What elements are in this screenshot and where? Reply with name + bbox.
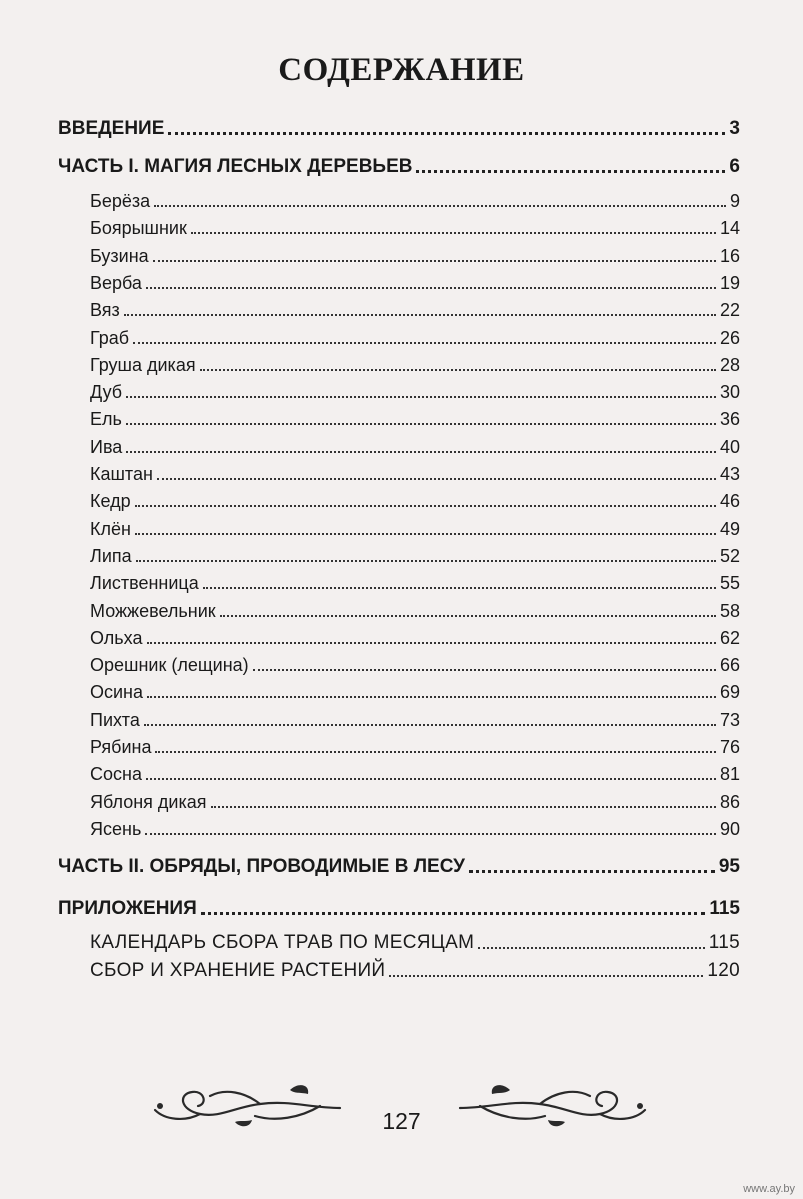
toc-page-number: 6 <box>729 156 740 177</box>
toc-label: Сосна <box>90 764 142 785</box>
toc-entry-tree <box>90 188 740 212</box>
toc-page-number: 28 <box>719 354 740 375</box>
toc-label: Осина <box>90 682 144 703</box>
dot-leader <box>136 560 716 562</box>
toc-entry-tree <box>90 625 740 649</box>
dot-leader <box>154 205 726 207</box>
toc-page-number: 22 <box>719 300 740 321</box>
toc-entry-part-1 <box>58 152 740 178</box>
toc-entry-tree <box>90 516 740 540</box>
toc-label: Вяз <box>90 300 120 321</box>
dot-leader <box>146 778 716 780</box>
toc-page-number: 36 <box>719 409 740 430</box>
toc-label: Пихта <box>90 709 140 730</box>
dot-leader <box>126 451 716 453</box>
toc-label: ЧАСТЬ II. ОБРЯДЫ, ПРОВОДИМЫЕ В ЛЕСУ <box>58 856 465 877</box>
toc-entry-tree <box>90 406 740 430</box>
dot-leader <box>147 696 716 698</box>
toc-page-number: 55 <box>719 573 740 594</box>
toc-page-number: 46 <box>719 491 740 512</box>
toc-label: Лиственница <box>90 573 199 594</box>
toc-page-number: 66 <box>719 655 740 676</box>
toc-page-number: 62 <box>719 627 740 648</box>
dot-leader <box>126 423 716 425</box>
dot-leader <box>200 369 716 371</box>
toc-label: Можжевельник <box>90 600 216 621</box>
dot-leader <box>145 833 716 835</box>
toc-entry-tree <box>90 243 740 267</box>
toc-entry-tree <box>90 215 740 239</box>
toc-entry-tree <box>90 379 740 403</box>
toc-label: Орешник (лещина) <box>90 655 249 676</box>
toc-label: ЧАСТЬ I. МАГИЯ ЛЕСНЫХ ДЕРЕВЬЕВ <box>58 156 413 177</box>
toc-page-number: 115 <box>709 898 740 919</box>
toc-page-number: 3 <box>729 118 740 139</box>
toc-entry-tree <box>90 352 740 376</box>
toc-label: Берёза <box>90 191 151 211</box>
toc-page-number: 40 <box>719 436 740 457</box>
toc-page-number: 69 <box>719 682 740 703</box>
toc-label: Клён <box>90 518 131 539</box>
toc-page-number: 52 <box>719 545 740 566</box>
toc-page-number: 16 <box>719 245 740 266</box>
toc-label: Верба <box>90 272 142 293</box>
toc-entry-tree <box>90 488 740 512</box>
toc-label: СБОР И ХРАНЕНИЕ РАСТЕНИЙ <box>90 960 386 981</box>
dot-leader <box>168 132 725 135</box>
toc-page-number: 86 <box>719 791 740 812</box>
dot-leader <box>253 669 716 671</box>
toc-label: Боярышник <box>90 218 187 239</box>
toc-label: Каштан <box>90 464 153 484</box>
dot-leader <box>124 314 716 316</box>
toc-label: Ель <box>90 409 122 430</box>
page-title: СОДЕРЖАНИЕ <box>278 52 525 88</box>
toc-page-number: 115 <box>708 932 740 953</box>
toc-entry-tree <box>90 789 740 813</box>
toc-page-number: 81 <box>719 764 740 785</box>
toc-label: Груша дикая <box>90 354 196 375</box>
dot-leader <box>126 396 716 398</box>
toc-page-number: 43 <box>719 464 740 484</box>
toc-entry-herb-calendar <box>90 928 740 954</box>
dot-leader <box>157 478 716 480</box>
dot-leader <box>191 232 716 234</box>
toc-label: Ясень <box>90 818 142 839</box>
toc-entry-appendices <box>58 894 740 920</box>
toc-entry-tree <box>90 434 740 458</box>
toc-label: ВВЕДЕНИЕ <box>58 118 165 139</box>
dot-leader <box>211 806 716 808</box>
dot-leader <box>144 724 716 726</box>
toc-label: КАЛЕНДАРЬ СБОРА ТРАВ ПО МЕСЯЦАМ <box>90 932 475 953</box>
toc-entry-tree <box>90 570 740 594</box>
dot-leader <box>153 260 716 262</box>
toc-entry-plant-storage <box>90 956 740 982</box>
dot-leader <box>155 751 715 753</box>
toc-page-number: 30 <box>719 382 740 403</box>
toc-page-number: 76 <box>719 737 740 757</box>
toc-label: Ольха <box>90 627 143 648</box>
dot-leader <box>146 287 716 289</box>
toc-entry-tree <box>90 679 740 703</box>
dot-leader <box>203 587 716 589</box>
toc-entry-tree <box>90 761 740 785</box>
toc-page-number: 73 <box>719 709 740 730</box>
dot-leader <box>220 615 716 617</box>
toc-page-number: 58 <box>719 600 740 621</box>
toc-label: Бузина <box>90 245 149 266</box>
dot-leader <box>389 975 703 977</box>
toc-page-number: 19 <box>719 272 740 293</box>
dot-leader <box>133 342 716 344</box>
toc-page-number: 9 <box>729 191 740 211</box>
toc-entry-tree <box>90 325 740 349</box>
dot-leader <box>147 642 716 644</box>
toc-page-number: 95 <box>718 856 740 877</box>
toc-label: Кедр <box>90 491 131 512</box>
toc-label: ПРИЛОЖЕНИЯ <box>58 898 197 919</box>
toc-page-number: 14 <box>719 218 740 239</box>
toc-label: Дуб <box>90 382 123 403</box>
toc-page-number: 90 <box>719 818 740 839</box>
dot-leader <box>201 912 706 915</box>
toc-label: Рябина <box>90 737 152 757</box>
dot-leader <box>135 533 716 535</box>
toc-entry-tree <box>90 270 740 294</box>
toc-label: Яблоня дикая <box>90 791 207 812</box>
dot-leader <box>135 505 716 507</box>
toc-entry-tree <box>90 543 740 567</box>
toc-entry-tree <box>90 461 740 485</box>
page-number: 127 <box>382 1108 421 1134</box>
toc-entry-introduction <box>58 114 740 140</box>
dot-leader <box>469 870 715 873</box>
toc-entry-tree <box>90 707 740 731</box>
dot-leader <box>478 947 705 949</box>
toc-entry-tree <box>90 598 740 622</box>
toc-entry-part-2 <box>58 852 740 878</box>
dot-leader <box>416 170 725 173</box>
toc-label: Граб <box>90 327 130 348</box>
toc-entry-tree <box>90 297 740 321</box>
toc-label: Ива <box>90 436 123 457</box>
toc-page-number: 49 <box>719 518 740 539</box>
toc-entry-tree <box>90 734 740 758</box>
toc-entry-tree <box>90 652 740 676</box>
toc-page-number: 26 <box>719 327 740 348</box>
toc-label: Липа <box>90 545 132 566</box>
toc-page-number: 120 <box>707 960 740 981</box>
watermark-text: www.ay.by <box>743 1183 795 1195</box>
toc-entry-tree <box>90 816 740 840</box>
